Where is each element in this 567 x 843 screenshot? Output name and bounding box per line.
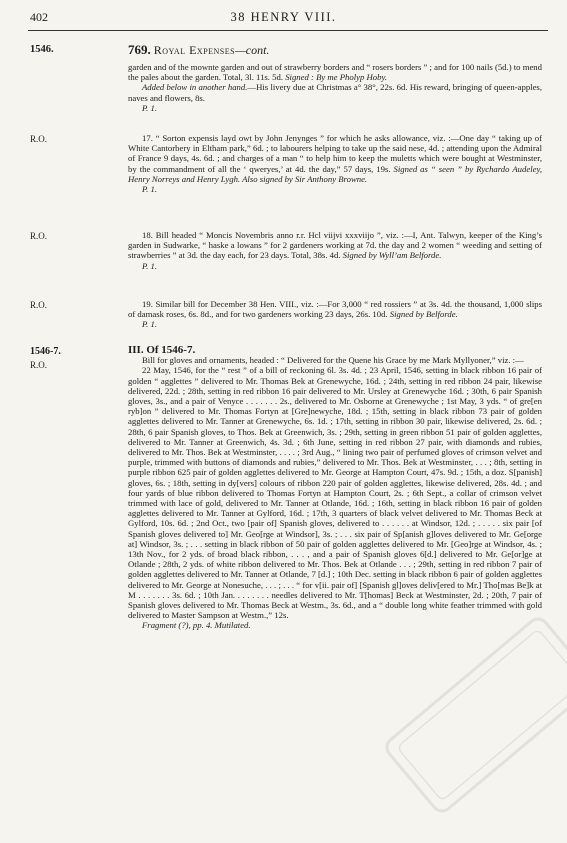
entry-17-text: 17. “ Sorton expensis layd owt by John Jenynges ” for which he asks allowance, viz. :—One day “ taking up of White Cantorbery in Eltham park,” 6d. ; to labourers helping to take up the said nese, 4d. ; attending upon the Admiral of France 9 days, 4s. 6d. ; and charges of a man “ to help him to keep the muletts which were bought at Westminster, by the commandment of all the ‘ qweryes,’ at 4d. the day,” 57 days, 19s. bbox=[128, 133, 542, 174]
entry-18-text: 18. Bill headed “ Moncis Novembris anno r.r. Hcl viijvi xxxviijo ”, viz. :—I, Ant. Talwyn, keeper of the King’s garden in Sudwarke, “ haske a lowans ” for 2 gardeners working at 7d. the day and 2 women “ weeding and setting of strawberries ” at 3d. the day each, for 23 days. Total, 38s. 4d. bbox=[128, 230, 542, 261]
margin-ro-gloves: R.O. bbox=[30, 360, 48, 370]
section-cont: —cont. bbox=[235, 43, 270, 57]
gloves-bill-fragment: Fragment (?), pp. 4. Mutilated. bbox=[142, 620, 251, 631]
header-rule bbox=[28, 30, 548, 31]
subsection-iii bbox=[128, 345, 542, 631]
page-header bbox=[0, 10, 567, 28]
entry-text: garden and of the mownte garden and out of strawberry borders and “ rosers borders ” ; and for 100 nails (5d.) to mend the pales about the garden. Total, 3l. 11s. 5d. bbox=[128, 62, 542, 83]
added-note-label: Added below in another hand. bbox=[142, 82, 248, 93]
added-note: —His livery due at Christmas a° 38°, 22s. 6d. His reward, bringing of queen-apples, naves and flowers, 8s. bbox=[128, 82, 542, 103]
gloves-bill-body: 22 May, 1546, for the “ rest ” of a bill of reckoning 6l. 3s. 4d. ; 23 April, 1546, setting in black ribbon 16 pair of golden “ agglettes ” delivered to Mr. Thomas Bek at Grenewyche, 16d. ; 24th, setting in red ribbon 24 pair, likewise delivered, 22d. ; 28th, setting in red ribbon 16 pair delivered to Mr. Ursley at Grenewyche 16d. ; 30th, 6 pair Spanish gloves, 3s., and a pair of Venyce . . . . . . . 2s., delivered to Mr. Osborne at Grenewyche ; 1st May, 3 yds. “ of gre[en ryb]on ” delivered to Mr. Thomas Fortyn at [Gre]newyche, 18d. ; 15th, setting in black ribbon 73 pair of golden agglettes delivered to Mr. Tanner at Grenewyche, 6s. 1d. ; 17th, setting in ribbon 30 pair, likewise delivered, 2s. 6d. ; 28th, 6 pair Spanish gloves, to Thos. Bek at Greenwich, 3s. ; 29th, setting in green ribbon 51 pair of golden agglettes, delivered to Mr. Tanner at Greenwich, 4s. 3d. ; 6th June, setting in red ribbon 27 pair, with diamonds and rubies, delivered to Mr. Thos. Bek at Westminster, . . . . ; 3rd Aug., “ lining two pair of perfumed gloves of crimson velvet and purple, trimmed with buttons of diamonds and rubies,” delivered to Mr. Thos. Bek at Westminster, . . . ; 8th, setting in purple ribbon 625 pair of golden agglettes delivered to Mr. George at Hampton Court, 47s. 9d. ; 15th, a doz. S[panish] gloves, 6s. ; 18th, setting in dy[vers] colours of ribbon 220 pair of golden agglettes, likewise delivered, 28s. 4d. ; and four yards of blue ribbon delivered to Thomas Fortyn at Hampton Court, 2s. ; 6th Sept., a collar of crimson velvet trimmed with lace of gold, delivered to Mr. Tanner at Otlande, 16d. ; 16th, setting in black ribbon 16 pair of golden agglettes delivered to Mr. Tanner at Gylford, 16d. ; 17th, 3 quarters of black velvet delivered to Mr. Thomas Beck at Gylford, 10s. 6d. ; 2nd Oct., two [pair of] Spanish gloves, delivered to . . . . . . at Windsor, 12d. ; . . . . . six pair [of Spanish gloves delivered to] Mr. Geo[rge at Windsor], 3s. ; . . . six pair of Sp[anish g]loves delivered to Mr. Ge[orge at] Windsor, 3s. ; . . . setting in black ribbon of 50 pair of golden agglettes delivered to Mr. [Geo]rge at Windsor, 4s. ; 13th Nov., for 2 yds. of broad black ribbon, . . . , and a pair of Spanish gloves 6[d.] delivered to Mr. Ge[or]ge at Otlande ; 28th, 2 yds. of white ribbon delivered to Mr. Thos. Bek at Otlande . . . ; 29th, setting in red ribbon 7 pair of golden agglettes delivered to Mr. Tanner at Otlande, 7 [d.] ; 10th Dec. setting in black ribbon 6 pair of golden agglettes delivered to Mr. George at Nonesuche, . . . ; . . . “ for v[ii. pair of] [Spanish gl]oves deliv[ered to Mr.] Tho[mas Be]k at M . . . . . . . 3s. 6d. ; 10th Jan. . . . . . . . needles delivered to Mr. T[homas] Beck at Westminster, 2d. ; 20th, 7 pair of Spanish gloves delivered to Mr. Thomas Beck at Westm., 3s. 6d., and a “ double long white feather trimmed with gold delivered to Master Sampson at Westm.,” 12s. bbox=[128, 365, 542, 621]
entry-18 bbox=[128, 230, 542, 271]
running-head: 38 HENRY VIII. bbox=[230, 10, 337, 24]
entry-19-signed: Signed by Belforde. bbox=[389, 309, 458, 320]
entry-continuation bbox=[128, 62, 542, 113]
entry-17 bbox=[128, 133, 542, 194]
entry-18-pagination: P. 1. bbox=[142, 260, 158, 271]
gloves-bill-intro: Bill for gloves and ornaments, headed : “ Delivered for the Quene his Grace by me Mark Myllyoner,” viz. :— bbox=[142, 355, 524, 366]
margin-year-1546: 1546. bbox=[30, 44, 54, 55]
entry-17-pagination: P. 1. bbox=[142, 184, 158, 195]
entry-18-signed: Signed by Wyll’am Belforde. bbox=[342, 250, 442, 261]
margin-ro-17: R.O. bbox=[30, 134, 48, 144]
pagination-note: P. 1. bbox=[142, 102, 158, 113]
entry-19-text: 19. Similar bill for December 38 Hen. VIII., viz. :—For 3,000 “ red rossiers ” at 3s. 4d. the thousand, 1,000 slips of damask roses, 6s. 8d., and for two gardeners working 23 days, 26s. 10d. bbox=[128, 299, 542, 320]
section-heading bbox=[128, 42, 269, 58]
entry-signed: Signed : By me Pholyp Hoby. bbox=[285, 72, 387, 83]
page-number: 402 bbox=[30, 10, 48, 24]
margin-ro-18: R.O. bbox=[30, 231, 48, 241]
margin-ro-19: R.O. bbox=[30, 300, 48, 310]
entry-19 bbox=[128, 299, 542, 330]
section-title: Royal Expenses bbox=[153, 43, 236, 57]
subsection-heading: III. Of 1546-7. bbox=[128, 344, 196, 356]
entry-17-signed: Signed as “ seen ” by Rychardo Audeley, Henry Norreys and Henry Lygh. Also signed by Sir Anthony Browne. bbox=[128, 163, 543, 184]
entry-19-pagination: P. 1. bbox=[142, 319, 158, 330]
margin-year-1546-7: 1546-7. bbox=[30, 346, 61, 357]
section-number: 769. bbox=[128, 42, 151, 57]
